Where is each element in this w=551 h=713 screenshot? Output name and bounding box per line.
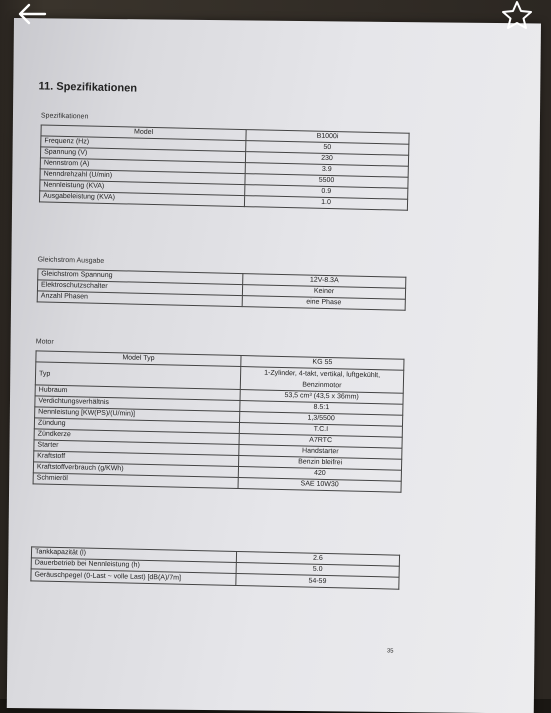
- page-title: 11. Spezifikationen: [38, 80, 138, 95]
- spec-value: 1,3/5500: [240, 412, 403, 427]
- spec-label: Typ: [35, 362, 240, 390]
- spec-label: Frequenz (Hz): [41, 136, 246, 152]
- spec-value: 5.0: [236, 562, 399, 577]
- spec-value: 53,5 cm³ (43,5 x 36mm): [240, 390, 403, 405]
- spec-label: Nennleistung [KW(PS)/(U/min)]: [35, 407, 240, 423]
- spec-value: Keiner: [242, 285, 405, 300]
- spec-value: 54-59: [236, 573, 399, 589]
- spec-value: A7RTC: [239, 434, 402, 449]
- spec-value: 420: [238, 467, 401, 482]
- spec-label: Kraftstoff: [34, 451, 239, 467]
- spec-value: 8.5:1: [240, 401, 403, 416]
- spec-label: Zündung: [34, 418, 239, 434]
- spec-label: Dauerbetrieb bei Nennleistung (h): [31, 558, 236, 574]
- spec-label: Elektroschutzschalter: [37, 280, 242, 296]
- spec-value: 1.0: [244, 196, 407, 211]
- spec-label: Nennstrom (A): [40, 158, 245, 174]
- spec-label: Hubraum: [35, 385, 240, 401]
- spec-value: eine Phase: [242, 296, 405, 311]
- spec-value: Benzin bleifrei: [239, 456, 402, 471]
- back-arrow-icon[interactable]: [12, 0, 52, 28]
- spec-value: Handstarter: [239, 445, 402, 460]
- spec-value: 230: [245, 152, 408, 167]
- section-heading-motor: Motor: [35, 338, 54, 346]
- spec-value: 1-Zylinder, 4-takt, vertikal, luftgekühlt, Benzinmotor: [240, 367, 403, 394]
- back-arrow-icon-svg: [17, 3, 47, 25]
- spec-value: 5500: [245, 174, 408, 189]
- spec-value: 2.6: [236, 551, 399, 566]
- spec-value: SAE 10W30: [238, 478, 401, 493]
- spec-value: 50: [246, 141, 409, 156]
- table-spezifikationen: [39, 124, 410, 210]
- spec-label: Geräuschpegel (0-Last ~ volle Last) [dB(A)/7m]: [31, 569, 236, 586]
- spec-label: Zündkerze: [34, 429, 239, 445]
- favorite-star-icon[interactable]: [497, 0, 537, 30]
- spec-label: Ausgabeleistung (KVA): [39, 191, 244, 207]
- spec-label: Model Typ: [36, 351, 241, 367]
- favorite-star-icon-svg: [501, 0, 533, 30]
- spec-label: Anzahl Phasen: [37, 291, 242, 307]
- spec-label: Nennleistung (KVA): [40, 180, 245, 196]
- table-motor: [33, 350, 405, 492]
- spec-value: KG 55: [241, 356, 404, 371]
- spec-value: 12V-8.3A: [243, 274, 406, 289]
- spec-value: B1000i: [246, 130, 409, 145]
- spec-label: Nenndrehzahl (U/min): [40, 169, 245, 185]
- spec-value: T.C.I: [239, 423, 402, 438]
- spec-label: Model: [41, 125, 246, 141]
- section-heading-spezifikationen: Spezifikationen: [40, 112, 89, 121]
- spec-label: Verdichtungsverhältnis: [35, 396, 240, 412]
- spec-label: Gleichstrom Spannung: [38, 269, 243, 285]
- section-heading-gleichstrom: Gleichstrom Ausgabe: [37, 256, 105, 265]
- spec-label: Schmieröl: [33, 473, 238, 489]
- spec-value: 3.9: [245, 163, 408, 178]
- spec-label: Starter: [34, 440, 239, 456]
- spec-label: Tankkapazität (l): [31, 547, 236, 563]
- spec-label: Kraftstoffverbrauch (g/KWh): [33, 462, 238, 478]
- spec-label: Spannung (V): [40, 147, 245, 163]
- spec-value: 0.9: [245, 185, 408, 200]
- page-number: 35: [386, 648, 394, 655]
